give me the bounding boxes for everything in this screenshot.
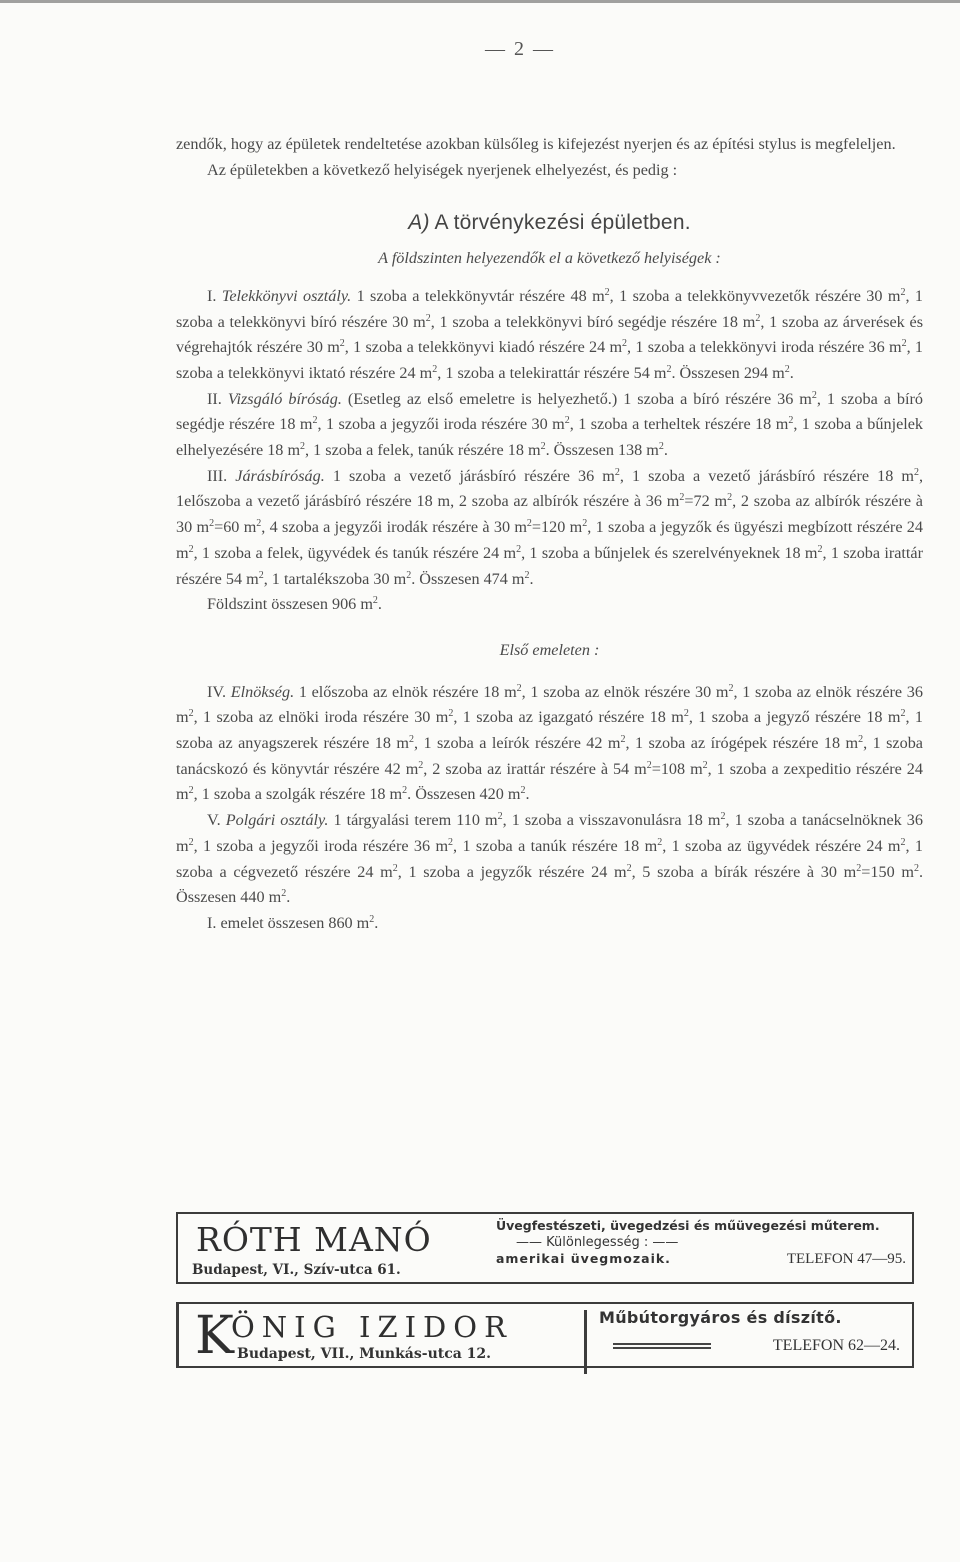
heading-a-prefix: A) — [408, 211, 430, 235]
superscript-exponent: 2 — [702, 759, 708, 771]
text-run: . — [789, 363, 794, 382]
text-run: , 1 szoba a telekkönyvvezetők részére 30 m — [609, 286, 901, 305]
konig-double-rule — [613, 1343, 711, 1349]
ground-floor-total — [176, 592, 923, 618]
text-run: , 1 szoba a telekirattár részére 54 m — [437, 363, 667, 382]
text-run: =120 m — [531, 518, 583, 537]
superscript-exponent: 2 — [540, 441, 546, 453]
section-heading-a — [176, 210, 923, 236]
superscript-exponent: 2 — [432, 363, 438, 375]
text-run: , 4 szoba a jegyzői irodák részére à 30 m — [261, 518, 527, 537]
paragraph-placement: Az épületekben a következő helyiségek nyerjenek elhelyezést, és pedig : — [207, 160, 678, 179]
superscript-exponent: 2 — [402, 785, 408, 797]
superscript-exponent: 2 — [408, 734, 414, 746]
text-run: , 1 szoba a jegyzői iroda részére 30 m — [317, 415, 565, 434]
section-5-number: V. — [207, 811, 226, 830]
superscript-exponent: 2 — [728, 682, 734, 694]
roth-right-panel — [496, 1218, 906, 1278]
section-2-number: II. — [207, 389, 228, 408]
text-run: , 1 szoba irattár részére 54 m — [176, 543, 924, 588]
text-run: =60 m — [214, 518, 257, 537]
superscript-exponent: 2 — [188, 785, 194, 797]
superscript-exponent: 2 — [188, 836, 194, 848]
section-3-title: Járásbíróság. — [235, 466, 325, 485]
section-5-polgari — [176, 808, 923, 911]
section-4-elnokseg — [176, 680, 923, 809]
konig-firm-name: ÖNIG IZIDOR — [231, 1310, 513, 1344]
section-4-number: IV. — [207, 682, 231, 701]
text-run: Földszint összesen 906 m — [207, 595, 373, 614]
text-run: , 2 szoba az irattár részére à 54 m — [423, 759, 647, 778]
roth-firm-name: RÓTH MANÓ — [196, 1220, 432, 1259]
text-run: , 1 szoba az elnök részére 36 m — [176, 682, 923, 727]
roth-specialty-row: —— Különlegesség : —— — [516, 1235, 679, 1250]
konig-trade: Műbútorgyáros és díszítő. — [599, 1308, 842, 1327]
text-run: . — [525, 785, 530, 804]
superscript-exponent: 2 — [683, 708, 689, 720]
first-floor-total — [176, 911, 923, 937]
superscript-exponent: 2 — [564, 415, 570, 427]
paragraph-intro: zendők, hogy az épületek rendeltetése azokban külsőleg is kifejezést nyerjen és az építési stylus is megfeleljen. — [176, 135, 896, 153]
superscript-exponent: 2 — [620, 734, 626, 746]
superscript-exponent: 2 — [901, 338, 907, 350]
text-run: , 1 szoba tanácskozó és könyvtár részére 42 m — [176, 734, 923, 778]
roth-address: Budapest, VI., Szív-utca 61. — [192, 1262, 401, 1278]
text-run: , 1 szoba a leírók részére 42 m — [413, 734, 621, 753]
text-run: , 1 szoba a bűnjelek elhelyezésére 18 m — [176, 415, 924, 460]
advertisement-konig-izidor — [176, 1302, 914, 1368]
text-run: , 1 szoba a felek, ügyvédek és tanúk részére 24 m — [193, 543, 517, 562]
text-run: , 1 szoba az elnök részére 30 m — [521, 682, 729, 701]
text-run: , 1 szoba az ügyvédek részére 24 m — [662, 836, 901, 855]
text-run: . — [529, 569, 534, 588]
top-edge-line — [0, 0, 960, 3]
text-run: , 1 szoba a jegyzői iroda részére 36 m — [193, 836, 449, 855]
section-1-title: Telekkönyvi osztály. — [221, 286, 352, 305]
superscript-exponent: 2 — [372, 595, 378, 607]
konig-phone-row — [599, 1337, 906, 1355]
text-run: , 1 szoba az anyagszerek részére 18 m — [176, 708, 924, 753]
section-2-title: Vizsgáló bíróság. — [227, 389, 342, 408]
konig-initial: K — [195, 1306, 234, 1366]
superscript-exponent: 2 — [209, 518, 215, 530]
text-run: =72 m — [684, 492, 728, 511]
text-run: . — [286, 888, 291, 907]
text-run: =150 m — [861, 862, 914, 881]
superscript-exponent: 2 — [913, 862, 919, 874]
text-run: , 1 szoba az árverések és végrehajtók részére 30 m — [176, 312, 924, 357]
superscript-exponent: 2 — [646, 759, 652, 771]
text-run: , 2 szoba az albírók részére à 30 m — [176, 492, 923, 537]
superscript-exponent: 2 — [339, 338, 345, 350]
text-run: , 1 szoba a tanúk részére 18 m — [453, 836, 658, 855]
text-run: , 1 szoba a felek, tanúk részére 18 m — [305, 441, 541, 460]
superscript-exponent: 2 — [582, 518, 588, 530]
page-number: — 2 — — [485, 38, 555, 60]
roth-specialty-value: amerikai üvegmozaik. — [496, 1251, 671, 1266]
roth-services: Üvegfestészeti, üvegedzési és műüvegezési műterem. — [496, 1218, 880, 1233]
text-run: (Esetleg az első emeletre is helyezhető.) 1 szoba a bíró részére 36 m — [341, 389, 812, 408]
superscript-exponent: 2 — [526, 518, 532, 530]
konig-right-panel — [599, 1308, 906, 1362]
superscript-exponent: 2 — [900, 708, 906, 720]
superscript-exponent: 2 — [817, 543, 823, 555]
superscript-exponent: 2 — [755, 312, 761, 324]
superscript-exponent: 2 — [300, 441, 306, 453]
text-run: . Összesen 294 m — [671, 363, 785, 382]
superscript-exponent: 2 — [524, 569, 530, 581]
text-run: , 5 szoba a bírák részére à 30 m — [631, 862, 857, 881]
text-run: , 1 szoba a vezető járásbíró részére 18 m — [619, 466, 914, 485]
superscript-exponent: 2 — [406, 569, 412, 581]
section-3-jarasbirosag — [176, 464, 923, 593]
superscript-exponent: 2 — [679, 492, 685, 504]
document-body — [176, 132, 923, 937]
konig-phone: TELEFON 62—24. — [772, 1337, 900, 1354]
section-1-telekkonyvi — [176, 284, 923, 387]
text-run: , 1 szoba a terheltek részére 18 m — [569, 415, 789, 434]
superscript-exponent: 2 — [788, 415, 794, 427]
superscript-exponent: 2 — [448, 708, 454, 720]
superscript-exponent: 2 — [369, 913, 375, 925]
text-run: , 1 szoba a bíró segédje részére 18 m — [176, 389, 924, 434]
superscript-exponent: 2 — [666, 363, 672, 375]
superscript-exponent: 2 — [856, 862, 862, 874]
superscript-exponent: 2 — [658, 441, 664, 453]
superscript-exponent: 2 — [858, 734, 864, 746]
text-run: . Összesen 420 m — [407, 785, 521, 804]
text-run: 1 tárgyalási terem 110 m — [328, 811, 498, 830]
konig-divider — [584, 1310, 587, 1374]
text-run: , 1 szoba a telekkönyvi bíró részére 30 m — [176, 286, 924, 331]
text-run: . — [663, 441, 668, 460]
subheading-ground-floor: A földszinten helyezendők el a következő helyiségek : — [378, 249, 721, 268]
superscript-exponent: 2 — [281, 888, 287, 900]
superscript-exponent: 2 — [188, 543, 194, 555]
text-run: 1 szoba a telekkönyvtár részére 48 m — [351, 286, 605, 305]
text-run: . — [377, 595, 382, 614]
text-run: . Összesen 474 m — [411, 569, 525, 588]
superscript-exponent: 2 — [188, 708, 194, 720]
superscript-exponent: 2 — [392, 862, 398, 874]
superscript-exponent: 2 — [258, 569, 264, 581]
superscript-exponent: 2 — [448, 836, 454, 848]
superscript-exponent: 2 — [604, 286, 610, 298]
superscript-exponent: 2 — [516, 682, 522, 694]
text-run: , 1 szoba a szolgák részére 18 m — [193, 785, 403, 804]
text-run: , 1 szoba a telekkönyvi iroda részére 36 m — [627, 338, 902, 357]
text-run: , 1 szoba a tanácselnöknek 36 m — [176, 811, 923, 855]
text-run: , 1 szoba az írógépek részére 18 m — [625, 734, 859, 753]
superscript-exponent: 2 — [516, 543, 522, 555]
text-run: , 1 szoba a jegyzők és ügyészi megbízott részére 24 m — [176, 518, 923, 562]
superscript-exponent: 2 — [913, 466, 919, 478]
subheading-first-floor: Első emeleten : — [499, 640, 600, 659]
superscript-exponent: 2 — [900, 836, 906, 848]
text-run: , 1 szoba a jegyzők részére 24 m — [397, 862, 627, 881]
roth-left-panel — [178, 1214, 496, 1282]
text-run: I. emelet összesen 860 m — [207, 913, 370, 932]
advertisement-roth-mano — [176, 1212, 914, 1284]
section-2-vizsgalo — [176, 387, 923, 464]
superscript-exponent: 2 — [425, 312, 431, 324]
text-run: . — [374, 913, 379, 932]
superscript-exponent: 2 — [784, 363, 790, 375]
superscript-exponent: 2 — [312, 415, 318, 427]
superscript-exponent: 2 — [720, 811, 726, 823]
superscript-exponent: 2 — [520, 785, 526, 797]
roth-specialty-label: Különlegesség : — [546, 1235, 649, 1250]
superscript-exponent: 2 — [657, 836, 663, 848]
text-run: , 1 szoba a telekkönyvi iktató részére 24 m — [176, 338, 923, 382]
text-run: , 1 szoba a telekkönyvi bíró segédje részére 18 m — [430, 312, 756, 331]
superscript-exponent: 2 — [256, 518, 262, 530]
section-4-title: Elnökség. — [230, 682, 295, 701]
text-run: , 1 szoba a jegyző részére 18 m — [688, 708, 901, 727]
text-run: , 1 szoba a cégvezető részére 24 m — [176, 836, 924, 881]
heading-a-title: A törvénykezési épületben. — [429, 211, 691, 235]
text-run: , 1 szoba a telekkönyvi kiadó részére 24 m — [344, 338, 623, 357]
text-run: , 1 tartalékszoba 30 m — [263, 569, 407, 588]
konig-address: Budapest, VII., Munkás-utca 12. — [237, 1346, 492, 1362]
superscript-exponent: 2 — [622, 338, 628, 350]
text-run: , 1 szoba a zexpeditio részére 24 m — [176, 759, 923, 804]
text-run: . Összesen 138 m — [545, 441, 659, 460]
superscript-exponent: 2 — [418, 759, 424, 771]
text-run: =108 m — [651, 759, 703, 778]
text-run: , 1 szoba az igazgató részére 18 m — [453, 708, 684, 727]
superscript-exponent: 2 — [811, 389, 817, 401]
superscript-exponent: 2 — [900, 286, 906, 298]
superscript-exponent: 2 — [727, 492, 733, 504]
section-1-number: I. — [207, 286, 222, 305]
text-run: 1 előszoba az elnök részére 18 m — [294, 682, 517, 701]
text-run: . Összesen 440 m — [176, 862, 923, 907]
text-run: , 1 szoba a bűnjelek és szerelvényeknek 18 m — [521, 543, 818, 562]
superscript-exponent: 2 — [626, 862, 632, 874]
text-run: , 1 szoba a visszavonulásra 18 m — [502, 811, 721, 830]
section-3-number: III. — [207, 466, 236, 485]
text-run: , 1 szoba az elnöki iroda részére 30 m — [193, 708, 449, 727]
superscript-exponent: 2 — [497, 811, 503, 823]
text-run: , 1előszoba a vezető járásbíró részére 18 m, 2 szoba az albírók részére à 36 m — [176, 466, 923, 511]
text-run: 1 szoba a vezető járásbíró részére 36 m — [324, 466, 615, 485]
roth-phone: TELEFON 47—95. — [786, 1251, 906, 1267]
section-5-title: Polgári osztály. — [225, 811, 329, 830]
superscript-exponent: 2 — [614, 466, 620, 478]
roth-bottom-row — [496, 1251, 906, 1268]
